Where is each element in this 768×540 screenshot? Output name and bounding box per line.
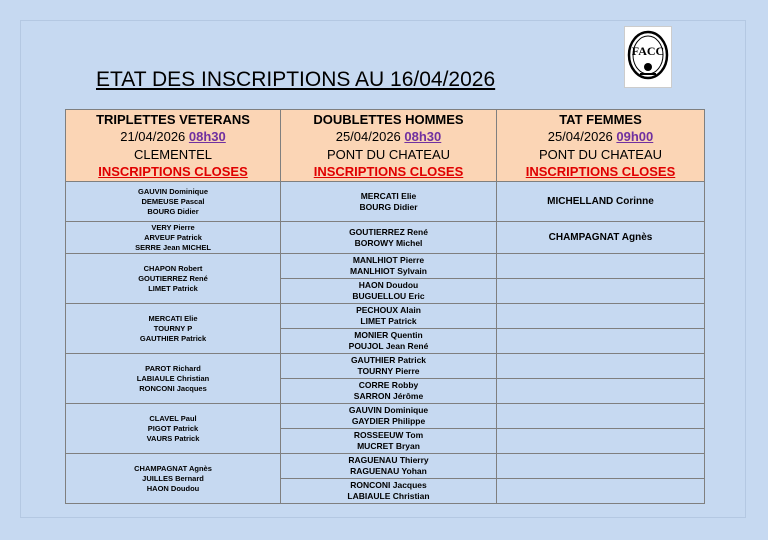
doublette-team [281,479,497,504]
empty-cell [497,479,705,504]
doublette-team [281,379,497,404]
player-name: CHAMPAGNAT Agnès [134,463,212,473]
doublette-team [281,304,497,329]
empty-cell [497,354,705,379]
triplette-team [66,304,281,354]
tat-player [497,222,705,254]
empty-cell [497,379,705,404]
event-date-time [281,128,496,146]
header-row [66,110,705,182]
player-name: LIMET Patrick [148,283,198,293]
triplette-team [66,222,281,254]
player-name: MUCRET Bryan [357,441,420,451]
event-date: 21/04/2026 [120,129,189,144]
column-header-tat [497,110,705,182]
triplette-team [66,404,281,454]
event-date: 25/04/2026 [335,129,405,144]
event-status: INSCRIPTIONS CLOSES [98,164,248,179]
table-row [66,254,705,279]
triplette-team [66,182,281,222]
doublette-team [281,454,497,479]
doublette-team [281,404,497,429]
club-logo [624,26,672,88]
triplette-team [66,354,281,404]
tat-player [497,182,705,222]
player-name: LABIAULE Christian [347,491,430,501]
logo-text: FACC [631,44,665,58]
player-name: PAROT Richard [145,363,201,373]
triplette-team [66,454,281,504]
player-name: GOUTIERREZ René [349,226,428,237]
page-title: ETAT DES INSCRIPTIONS AU 16/04/2026 [96,68,496,91]
player-name: RAGUENAU Yohan [350,466,427,476]
table-row [66,354,705,379]
event-category: TRIPLETTES VETERANS [96,111,250,127]
table-row [66,222,705,254]
event-date: 25/04/2026 [547,129,617,144]
player-name: MERCATI Elie [360,190,417,201]
event-status: INSCRIPTIONS CLOSES [313,164,464,179]
player-name: SERRE Jean MICHEL [135,242,211,252]
player-name: GAUVIN Dominique [137,186,208,196]
player-name: BOURG Didier [147,206,199,216]
event-time: 08h30 [188,129,226,144]
player-name: HAON Doudou [358,280,419,290]
player-name: GAUTHIER Patrick [139,333,207,343]
empty-cell [497,429,705,454]
event-venue: PONT DU CHATEAU [538,146,663,162]
player-name: GAUVIN Dominique [348,405,429,415]
player-name: ROSSEEUW Tom [353,430,424,440]
table-row [66,304,705,329]
player-name: MONIER Quentin [354,330,423,340]
player-name: GOUTIERREZ René [138,273,208,283]
doublette-team [281,182,497,222]
doublette-team [281,329,497,354]
table-row [66,404,705,429]
player-name: GAUTHIER Patrick [350,355,427,365]
player-name: DEMEUSE Pascal [141,196,205,206]
event-time: 09h00 [616,129,654,144]
player-name: VERY Pierre [151,222,195,232]
empty-cell [497,304,705,329]
player-name: CLAVEL Paul [149,413,197,423]
player-name: ARVEUF Patrick [144,232,202,242]
player-name: TOURNY P [153,323,193,333]
player-name: BOURG Didier [359,201,418,212]
doublette-team [281,354,497,379]
doublette-team [281,279,497,304]
empty-cell [497,329,705,354]
empty-cell [497,254,705,279]
player-name: CORRE Robby [358,380,419,390]
player-name: RONCONI Jacques [350,480,427,490]
player-name: GAYDIER Philippe [351,416,426,426]
doublette-team [281,254,497,279]
player-name: LIMET Patrick [360,316,417,326]
player-name: MERCATI Elie [148,313,198,323]
event-category: DOUBLETTES HOMMES [313,111,464,127]
event-status: INSCRIPTIONS CLOSES [525,164,676,179]
event-venue: PONT DU CHATEAU [326,146,451,162]
empty-cell [497,404,705,429]
empty-cell [497,454,705,479]
empty-cell [497,279,705,304]
event-category: TAT FEMMES [559,111,642,127]
player-name: RAGUENAU Thierry [348,455,429,465]
player-name: TOURNY Pierre [357,366,420,376]
player-name: MANLHIOT Sylvain [350,266,427,276]
player-name: CHAMPAGNAT Agnès [548,232,653,243]
column-header-doublettes [281,110,497,182]
table-row [66,182,705,222]
player-name: SARRON Jérôme [353,391,424,401]
column-header-triplettes [66,110,281,182]
player-name: BUGUELLOU Eric [352,291,425,301]
player-name: HAON Doudou [146,483,200,493]
player-name: MANLHIOT Pierre [352,255,425,265]
table-row [66,454,705,479]
player-name: MICHELLAND Corinne [547,196,654,207]
doublette-team [281,429,497,454]
player-name: JUILLES Bernard [142,473,204,483]
player-name: LABIAULE Christian [136,373,210,383]
player-name: POUJOL Jean René [348,341,429,351]
registration-table [65,109,705,504]
player-name: VAURS Patrick [146,433,200,443]
player-name: BOROWY Michel [354,237,423,248]
event-date-time [497,128,704,146]
player-name: PECHOUX Alain [356,305,421,315]
player-name: RONCONI Jacques [139,383,207,393]
doublette-team [281,222,497,254]
player-name: PIGOT Patrick [147,423,199,433]
event-time: 08h30 [404,129,442,144]
event-venue: CLEMENTEL [133,146,213,162]
triplette-team [66,254,281,304]
player-name: CHAPON Robert [143,263,203,273]
event-date-time [66,128,280,146]
